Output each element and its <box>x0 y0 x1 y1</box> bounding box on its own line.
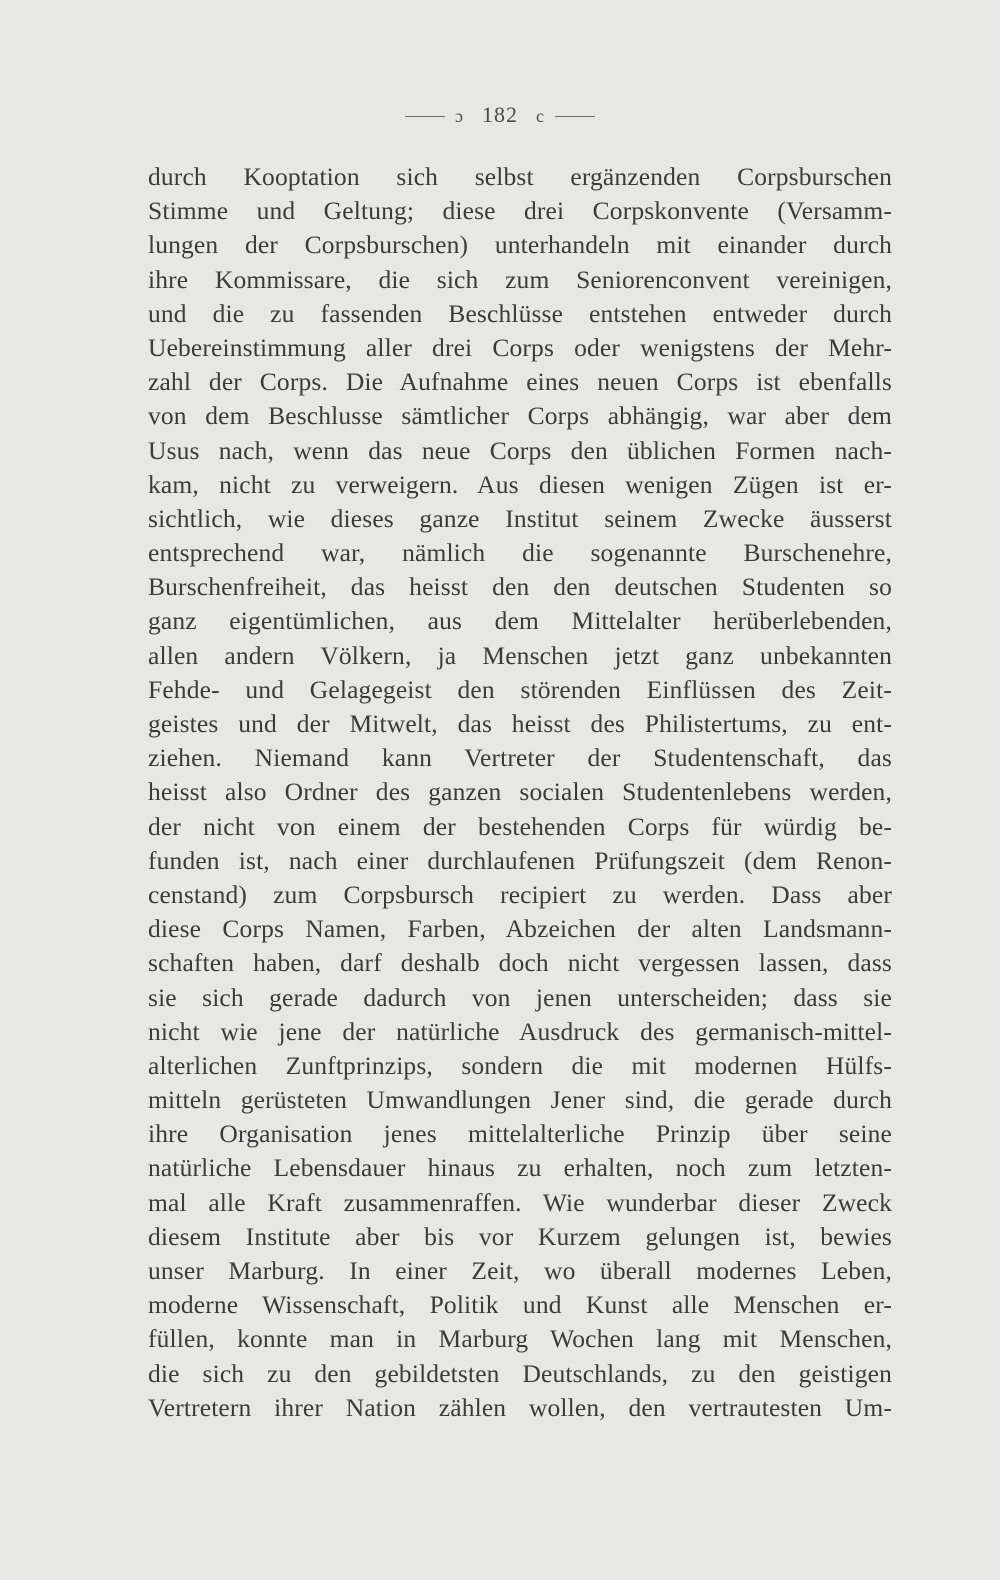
text-line: Burschenfreiheit, das heisst den den deutschen Studenten so <box>148 572 892 602</box>
text-line: unser Marburg. In einer Zeit, wo überall modernes Leben, <box>148 1256 892 1285</box>
text-line: durch Kooptation sich selbst ergänzenden Corpsburschen <box>148 162 892 191</box>
text-line: der nicht von einem der bestehenden Corps für würdig be- <box>148 811 892 841</box>
text-line: Uebereinstimmung aller drei Corps oder wenigstens der Mehr- <box>148 332 892 362</box>
text-line: Vertretern ihrer Nation zählen wollen, den vertrautesten Um- <box>148 1392 892 1422</box>
text-line: sichtlich, wie dieses ganze Institut seinem Zwecke äusserst <box>148 503 892 533</box>
text-line: schaften haben, darf deshalb doch nicht vergessen lassen, dass <box>148 948 892 978</box>
text-line: censtand) zum Corpsbursch recipiert zu werden. Dass aber <box>148 879 892 909</box>
text-line: und die zu fassenden Beschlüsse entstehen entweder durch <box>148 298 892 328</box>
text-line: mitteln gerüsteten Umwandlungen Jener sind, die gerade durch <box>148 1085 892 1115</box>
text-line: ziehen. Niemand kann Vertreter der Studentenschaft, das <box>148 743 892 773</box>
text-line: die sich zu den gebildetsten Deutschlands, zu den geistigen <box>148 1358 892 1388</box>
header-ornament-right: c <box>536 106 545 126</box>
text-line: diesem Institute aber bis vor Kurzem gelungen ist, bewies <box>148 1221 892 1251</box>
text-line: Usus nach, wenn das neue Corps den üblichen Formen nach- <box>148 435 892 465</box>
text-line: ganz eigentümlichen, aus dem Mittelalter herüberlebenden, <box>148 606 892 636</box>
text-line: zahl der Corps. Die Aufnahme eines neuen Corps ist ebenfalls <box>148 367 892 397</box>
text-line: ihre Organisation jenes mittelalterliche Prinzip über seine <box>148 1119 892 1149</box>
body-text <box>148 160 892 1425</box>
text-line: natürliche Lebensdauer hinaus zu erhalten, noch zum letzten- <box>148 1153 892 1183</box>
text-line: sie sich gerade dadurch von jenen unterscheiden; dass sie <box>148 982 892 1012</box>
text-line: allen andern Völkern, ja Menschen jetzt ganz unbekannten <box>148 640 892 670</box>
text-line: kam, nicht zu verweigern. Aus diesen wenigen Zügen ist er- <box>148 469 892 499</box>
text-line: nicht wie jene der natürliche Ausdruck des germanisch-mittel- <box>148 1016 892 1046</box>
text-line: von dem Beschlusse sämtlicher Corps abhängig, war aber dem <box>148 401 892 431</box>
text-line: lungen der Corpsburschen) unterhandeln mit einander durch <box>148 230 892 260</box>
text-line: funden ist, nach einer durchlaufenen Prüfungszeit (dem Renon- <box>148 845 892 875</box>
text-line: alterlichen Zunftprinzips, sondern die mit modernen Hülfs- <box>148 1050 892 1080</box>
page-number: 182 <box>482 102 518 127</box>
text-line: Fehde- und Gelagegeist den störenden Einflüssen des Zeit- <box>148 674 892 704</box>
header-rule-left <box>405 116 445 117</box>
text-line: moderne Wissenschaft, Politik und Kunst alle Menschen er- <box>148 1290 892 1320</box>
page-header <box>0 102 1000 128</box>
text-line: heisst also Ordner des ganzen socialen Studentenlebens werden, <box>148 777 892 807</box>
text-line: Stimme und Geltung; diese drei Corpskonvente (Versamm- <box>148 196 892 226</box>
header-rule-right <box>555 116 595 117</box>
text-line: entsprechend war, nämlich die sogenannte Burschenehre, <box>148 538 892 568</box>
text-line: diese Corps Namen, Farben, Abzeichen der alten Landsmann- <box>148 914 892 944</box>
text-line: mal alle Kraft zusammenraffen. Wie wunderbar dieser Zweck <box>148 1187 892 1217</box>
text-line: geistes und der Mitwelt, das heisst des Philistertums, zu ent- <box>148 709 892 738</box>
text-line: füllen, konnte man in Marburg Wochen lang mit Menschen, <box>148 1324 892 1354</box>
text-line: ihre Kommissare, die sich zum Seniorenconvent vereinigen, <box>148 264 892 294</box>
header-ornament-left: ɔ <box>455 106 464 126</box>
